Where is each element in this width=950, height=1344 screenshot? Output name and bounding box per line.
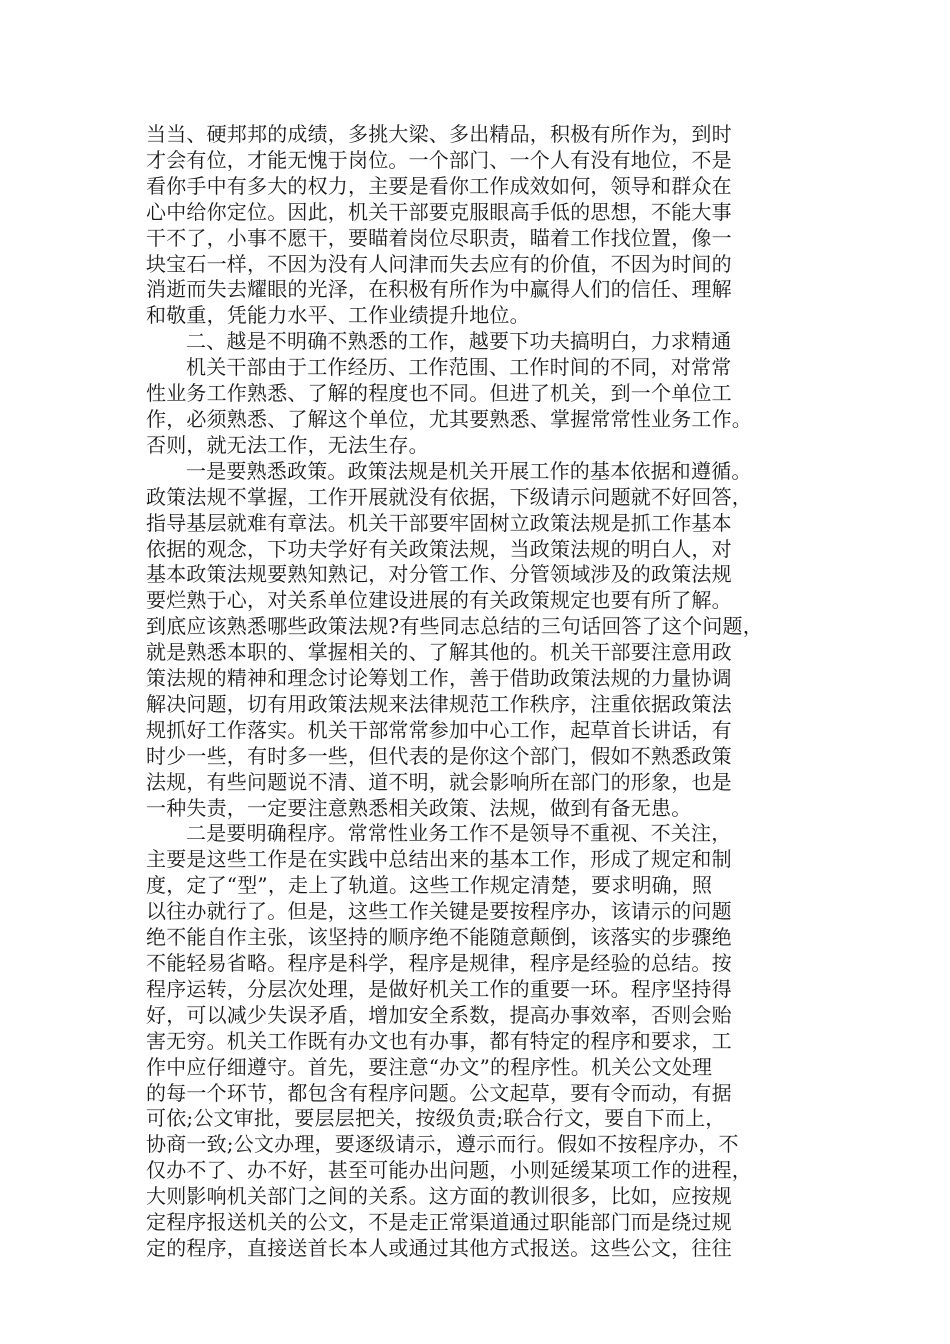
text-line: 规抓好工作落实。机关干部常常参加中心工作，起草首长讲话，有 [146,717,732,742]
text-line: 绝不能自作主张，该坚持的顺序绝不能随意颠倒，该落实的步骤绝 [146,925,732,950]
text-line: 作中应仔细遵守。首先，要注意“办文”的程序性。机关公文处理 [146,1054,713,1079]
text-line: 程序运转，分层次处理，是做好机关工作的重要一环。程序坚持得 [146,976,732,1001]
text-line: 不能轻易省略。程序是科学，程序是规律，程序是经验的总结。按 [146,951,732,975]
text-line: 块宝石一样，不因为没有人问津而失去应有的价值，不因为时间的 [146,251,732,276]
text-line: 心中给你定位。因此，机关干部要克服眼高手低的思想，不能大事 [146,199,732,224]
text-line: 策法规的精神和理念讨论筹划工作，善于借助政策法规的力量协调 [146,666,732,691]
text-line: 和敬重，凭能力水平、工作业绩提升地位。 [146,303,530,328]
text-line: 一是要熟悉政策。政策法规是机关开展工作的基本依据和遵循。 [186,458,752,483]
text-line: 当当、硬邦邦的成绩，多挑大梁、多出精品，积极有所作为，到时 [146,122,732,146]
text-line: 可依;公文审批，要层层把关，按级负责;联合行文，要自下而上， [146,1106,726,1131]
text-line: 一种失责，一定要注意熟悉相关政策、法规，做到有备无患。 [146,795,692,820]
text-line: 法规，有些问题说不清、道不明，就会影响所在部门的形象，也是 [146,769,732,794]
text-line: 性业务工作熟悉、了解的程度也不同。但进了机关，到一个单位工 [146,381,732,406]
text-line: 时少一些，有时多一些，但代表的是你这个部门，假如不熟悉政策 [146,743,732,768]
text-line: 要烂熟于心，对关系单位建设进展的有关政策规定也要有所了解。 [146,588,732,613]
text-line: 主要是这些工作是在实践中总结出来的基本工作，形成了规定和制 [146,847,732,872]
text-line: 政策法规不掌握，工作开展就没有依据，下级请示问题就不好回答， [146,484,752,509]
text-line: 作，必须熟悉、了解这个单位，尤其要熟悉、掌握常常性业务工作。 [146,406,752,431]
text-line: 到底应该熟悉哪些政策法规?有些同志总结的三句话回答了这个问题， [146,614,763,639]
text-line: 依据的观念，下功夫学好有关政策法规，当政策法规的明白人，对 [146,536,732,561]
text-line: 机关干部由于工作经历、工作范围、工作时间的不同，对常常 [186,355,732,380]
text-line: 干不了，小事不愿干，要瞄着岗位尽职责，瞄着工作找位置，像一 [146,225,732,250]
text-line: 好，可以减少失误矛盾，增加安全系数，提高办事效率，否则会贻 [146,1002,732,1027]
document-body [146,122,810,1262]
text-line: 基本政策法规要熟知熟记，对分管工作、分管领域涉及的政策法规 [146,562,732,587]
text-line: 看你手中有多大的权力，主要是看你工作成效如何，领导和群众在 [146,173,732,198]
text-line: 以往办就行了。但是，这些工作关键是要按程序办，该请示的问题 [146,899,732,924]
text-line: 解决问题，切有用政策法规来法律规范工作秩序，注重依据政策法 [146,691,732,716]
text-line: 二是要明确程序。常常性业务工作不是领导不重视、不关注， [186,821,732,846]
text-line: 定的程序，直接送首长本人或通过其他方式报送。这些公文，往往 [146,1235,732,1260]
text-line: 大则影响机关部门之间的关系。这方面的教训很多，比如，应按规 [146,1184,732,1209]
text-line: 就是熟悉本职的、掌握相关的、了解其他的。机关干部要注意用政 [146,640,732,665]
text-line: 仅办不了、办不好，甚至可能办出问题，小则延缓某项工作的进程， [146,1158,752,1183]
text-line: 否则，就无法工作，无法生存。 [146,432,429,457]
text-line: 消逝而失去耀眼的光泽，在积极有所作为中赢得人们的信任、理解 [146,277,732,302]
text-line: 害无穷。机关工作既有办文也有办事，都有特定的程序和要求，工 [146,1028,732,1053]
text-line: 定程序报送机关的公文，不是走正常渠道通过职能部门而是绕过规 [146,1210,732,1235]
text-line: 的每一个环节，都包含有程序问题。公文起草，要有令而动，有据 [146,1080,732,1105]
text-line: 协商一致;公文办理，要逐级请示，遵示而行。假如不按程序办，不 [146,1132,739,1157]
text-line: 指导基层就难有章法。机关干部要牢固树立政策法规是抓工作基本 [146,510,732,535]
text-line: 才会有位，才能无愧于岗位。一个部门、一个人有没有地位，不是 [146,147,732,172]
text-line: 二、越是不明确不熟悉的工作，越要下功夫搞明白，力求精通 [186,329,732,354]
text-line: 度，定了“型”，走上了轨道。这些工作规定清楚，要求明确，照 [146,873,713,898]
